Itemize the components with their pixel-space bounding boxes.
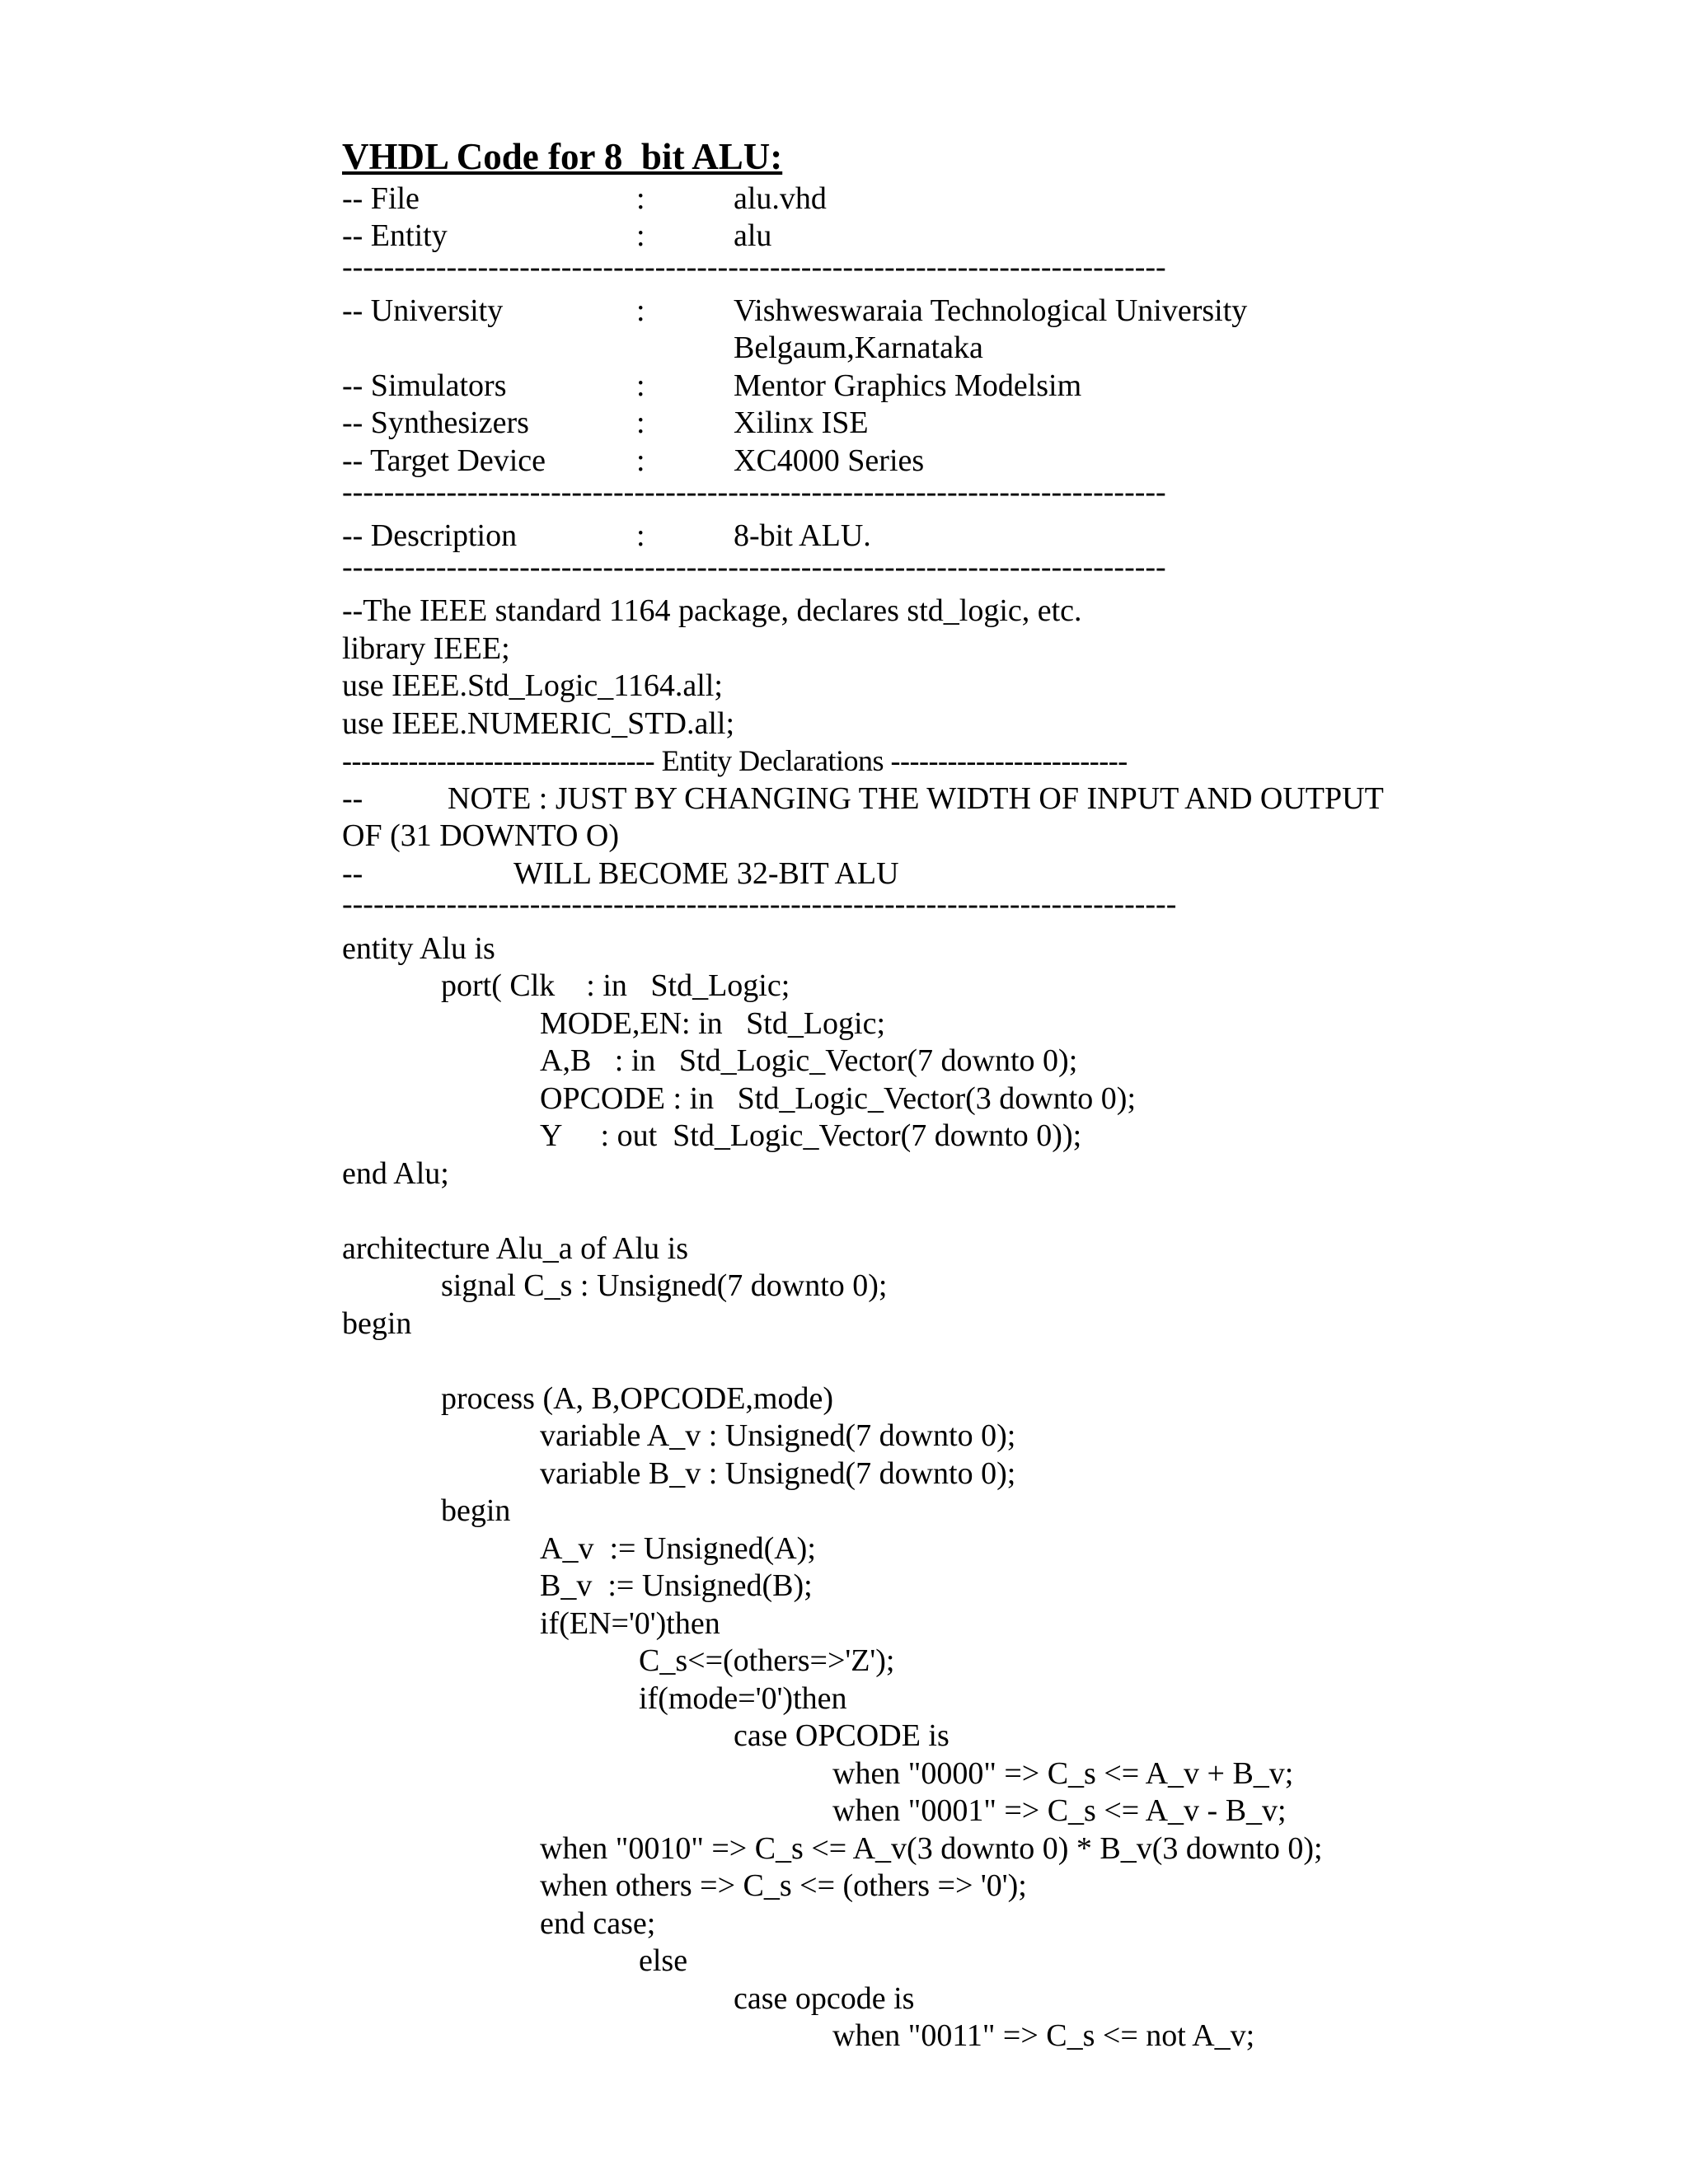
code-line: MODE,EN: in Std_Logic; — [540, 1006, 886, 1041]
code-line: case OPCODE is — [734, 1718, 950, 1753]
code-line: use IEEE.NUMERIC_STD.all; — [342, 706, 735, 741]
code-line: library IEEE; — [342, 631, 510, 666]
note-text: WILL BECOME 32-BIT ALU — [513, 856, 899, 891]
header-colon: : — [636, 443, 645, 478]
code-line: variable A_v : Unsigned(7 downto 0); — [540, 1418, 1016, 1453]
header-colon: : — [636, 368, 645, 403]
header-value-simulators: Mentor Graphics Modelsim — [734, 368, 1082, 403]
header-key-file: -- File — [342, 181, 420, 216]
header-value-entity: alu — [734, 218, 772, 253]
code-line: OPCODE : in Std_Logic_Vector(3 downto 0); — [540, 1081, 1137, 1116]
note-text: NOTE : JUST BY CHANGING THE WIDTH OF INPUT AND OUTPUT — [448, 781, 1384, 816]
code-line: Y : out Std_Logic_Vector(7 downto 0)); — [540, 1118, 1082, 1153]
header-value-description: 8-bit ALU. — [734, 518, 871, 553]
header-value-target-device: XC4000 Series — [734, 443, 925, 478]
header-colon: : — [636, 405, 645, 440]
code-line: -- — [342, 856, 363, 891]
code-line: A,B : in Std_Logic_Vector(7 downto 0); — [540, 1043, 1078, 1078]
code-line: case opcode is — [734, 1981, 915, 2016]
code-line: architecture Alu_a of Alu is — [342, 1231, 688, 1266]
header-key-university: -- University — [342, 293, 504, 328]
code-line: if(EN='0')then — [540, 1606, 720, 1641]
header-key-entity: -- Entity — [342, 218, 448, 253]
code-line: begin — [441, 1493, 511, 1528]
code-line: begin — [342, 1306, 412, 1341]
code-line: entity Alu is — [342, 931, 495, 966]
separator-line: ------------------------------------------------------------------------------- — [342, 555, 1166, 579]
code-line: variable B_v : Unsigned(7 downto 0); — [540, 1456, 1016, 1491]
separator-line: -------------------------------------------------------------------------------- — [342, 892, 1177, 916]
header-colon: : — [636, 518, 645, 553]
code-line: B_v := Unsigned(B); — [540, 1568, 813, 1603]
code-line: when "0010" => C_s <= A_v(3 downto 0) * B_v(3 downto 0); — [540, 1831, 1323, 1866]
code-line: process (A, B,OPCODE,mode) — [441, 1381, 834, 1416]
code-line: end Alu; — [342, 1156, 449, 1191]
header-key-description: -- Description — [342, 518, 518, 553]
entity-declarations-divider: --------------------------------- Entity Declarations ------------------------- — [342, 744, 1128, 777]
separator-line: ------------------------------------------------------------------------------- — [342, 480, 1166, 504]
code-line: C_s<=(others=>'Z'); — [639, 1643, 895, 1678]
code-line: else — [639, 1943, 688, 1978]
header-value-university: Vishweswaraia Technological University — [734, 293, 1248, 328]
separator-line: ------------------------------------------------------------------------------- — [342, 255, 1166, 279]
header-colon: : — [636, 181, 645, 216]
code-line: when "0000" => C_s <= A_v + B_v; — [832, 1756, 1294, 1791]
header-key-simulators: -- Simulators — [342, 368, 507, 403]
code-line: signal C_s : Unsigned(7 downto 0); — [441, 1268, 888, 1303]
header-colon: : — [636, 218, 645, 253]
header-key-target-device: -- Target Device — [342, 443, 546, 478]
code-line: when "0001" => C_s <= A_v - B_v; — [832, 1793, 1287, 1828]
note-text: OF (31 DOWNTO O) — [342, 818, 619, 853]
header-value-file: alu.vhd — [734, 181, 827, 216]
code-line: A_v := Unsigned(A); — [540, 1531, 816, 1566]
code-line: -- — [342, 781, 363, 816]
header-key-synthesizers: -- Synthesizers — [342, 405, 529, 440]
code-line: when others => C_s <= (others => '0'); — [540, 1868, 1027, 1903]
code-line: port( Clk : in Std_Logic; — [441, 968, 790, 1003]
code-line: --The IEEE standard 1164 package, declares std_logic, etc. — [342, 593, 1082, 628]
code-line: end case; — [540, 1906, 656, 1941]
code-line: use IEEE.Std_Logic_1164.all; — [342, 668, 723, 703]
header-colon: : — [636, 293, 645, 328]
document-title: VHDL Code for 8_bit ALU: — [342, 136, 783, 177]
code-line: if(mode='0')then — [639, 1681, 847, 1716]
header-value-synthesizers: Xilinx ISE — [734, 405, 869, 440]
code-line: when "0011" => C_s <= not A_v; — [832, 2018, 1255, 2053]
header-value-location: Belgaum,Karnataka — [734, 330, 983, 365]
